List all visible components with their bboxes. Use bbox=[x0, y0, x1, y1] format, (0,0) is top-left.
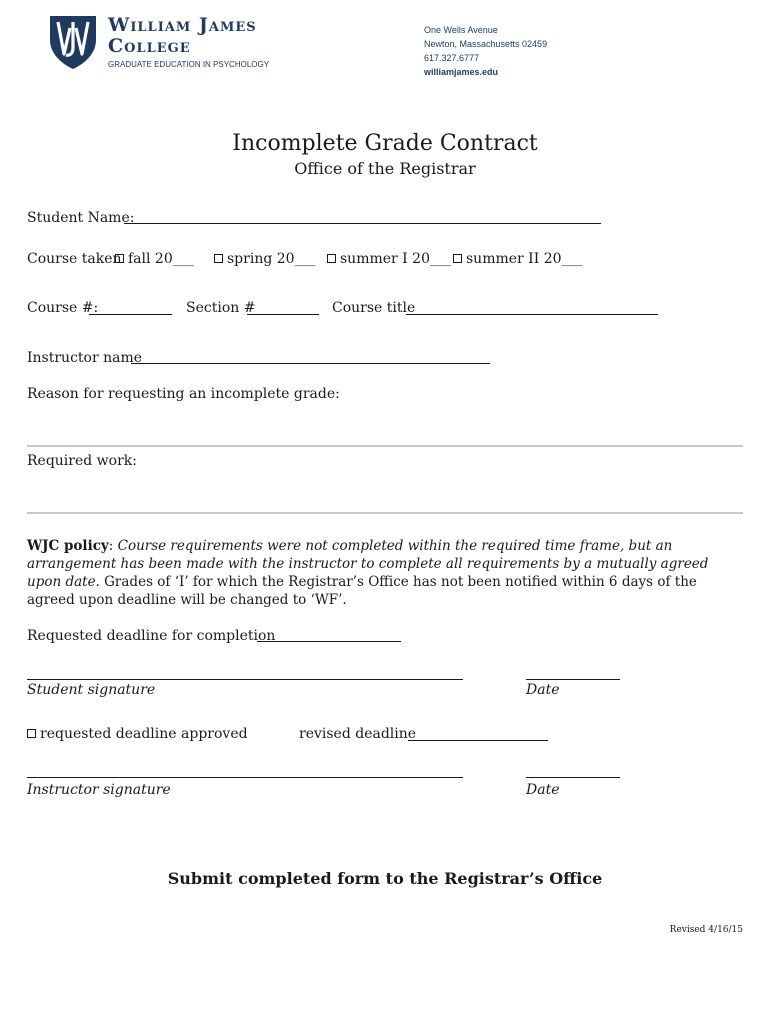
spring-checkbox[interactable] bbox=[214, 254, 223, 263]
instructor-label: Instructor name bbox=[27, 350, 143, 366]
reason-label: Reason for requesting an incomplete grade: bbox=[27, 386, 340, 402]
fall-checkbox[interactable] bbox=[115, 254, 124, 263]
instructor-signature-label: Instructor signature bbox=[27, 782, 171, 798]
fall-label: fall 20___ bbox=[128, 251, 194, 267]
college-name-line2: College bbox=[108, 35, 191, 57]
summer1-checkbox[interactable] bbox=[327, 254, 336, 263]
student-name-field[interactable] bbox=[124, 223, 601, 224]
revised-deadline-field[interactable] bbox=[408, 740, 548, 741]
page-subtitle: Office of the Registrar bbox=[294, 159, 476, 178]
requested-deadline-field[interactable] bbox=[257, 641, 401, 642]
summer1-label: summer I 20___ bbox=[340, 251, 451, 267]
section-label: Section # bbox=[186, 300, 256, 316]
policy-paragraph: WJC policy: Course requirements were not completed within the required time frame, but an arrangement has been made with the instructor to complete all requirements by a mutually agreed upon date. Grades of ‘I’ for which the Registrar’s Office has not been notified within 6 days of the agreed upon deadline will be changed to ‘WF’. bbox=[27, 538, 709, 608]
student-signature-field[interactable] bbox=[27, 679, 463, 680]
reason-field[interactable] bbox=[27, 404, 743, 444]
approved-checkbox[interactable] bbox=[27, 729, 36, 738]
instructor-date-label: Date bbox=[526, 782, 560, 798]
instructor-field[interactable] bbox=[131, 363, 490, 364]
college-tagline: GRADUATE EDUCATION IN PSYCHOLOGY bbox=[108, 60, 270, 69]
student-name-label: Student Name: bbox=[27, 210, 135, 226]
required-work-field[interactable] bbox=[27, 471, 743, 511]
approved-option[interactable] bbox=[27, 726, 248, 742]
instructor-date-field[interactable] bbox=[526, 777, 620, 778]
term-fall-option[interactable] bbox=[115, 251, 194, 267]
website-link[interactable]: williamjames.edu bbox=[424, 67, 499, 77]
shield-logo-icon bbox=[48, 14, 98, 70]
summer2-label: summer II 20___ bbox=[466, 251, 583, 267]
course-taken-label: Course taken bbox=[27, 251, 122, 267]
college-name-line1: William James bbox=[108, 14, 257, 36]
address-line-2: Newton, Massachusetts 02459 bbox=[424, 39, 548, 49]
policy-italic-text: Course requirements were not completed within the required time frame, but an arrangement has been made with the instructor to complete all requirements by a mutually agreed upon date. bbox=[27, 538, 709, 590]
section-field[interactable] bbox=[247, 314, 319, 315]
submit-instruction: Submit completed form to the Registrar’s Office bbox=[167, 869, 603, 888]
term-summer1-option[interactable] bbox=[327, 251, 451, 267]
student-signature-label: Student signature bbox=[27, 682, 156, 698]
address-line-1: One Wells Avenue bbox=[424, 25, 498, 35]
required-work-label: Required work: bbox=[27, 453, 137, 469]
page-title: Incomplete Grade Contract bbox=[232, 131, 538, 156]
spring-label: spring 20___ bbox=[227, 251, 316, 267]
address-phone: 617.327.6777 bbox=[424, 53, 480, 63]
course-number-field[interactable] bbox=[89, 314, 172, 315]
policy-label: WJC policy bbox=[27, 538, 109, 554]
summer2-checkbox[interactable] bbox=[453, 254, 462, 263]
student-date-label: Date bbox=[526, 682, 560, 698]
term-summer2-option[interactable] bbox=[453, 251, 583, 267]
course-title-label: Course title bbox=[332, 300, 416, 316]
required-work-divider bbox=[27, 512, 743, 514]
instructor-signature-field[interactable] bbox=[27, 777, 463, 778]
term-spring-option[interactable] bbox=[214, 251, 316, 267]
requested-deadline-label: Requested deadline for completion bbox=[27, 628, 276, 644]
revised-note: Revised 4/16/15 bbox=[669, 925, 743, 935]
course-number-label: Course #: bbox=[27, 300, 99, 316]
policy-normal-text: Grades of ‘I’ for which the Registrar’s Office has not been notified within 6 days of the agreed upon deadline will be changed to ‘WF’. bbox=[27, 574, 697, 608]
revised-deadline-label: revised deadline bbox=[299, 726, 417, 742]
college-logo bbox=[48, 14, 98, 70]
course-title-field[interactable] bbox=[406, 314, 658, 315]
reason-divider bbox=[27, 445, 743, 447]
student-date-field[interactable] bbox=[526, 679, 620, 680]
approved-label: requested deadline approved bbox=[40, 726, 248, 742]
